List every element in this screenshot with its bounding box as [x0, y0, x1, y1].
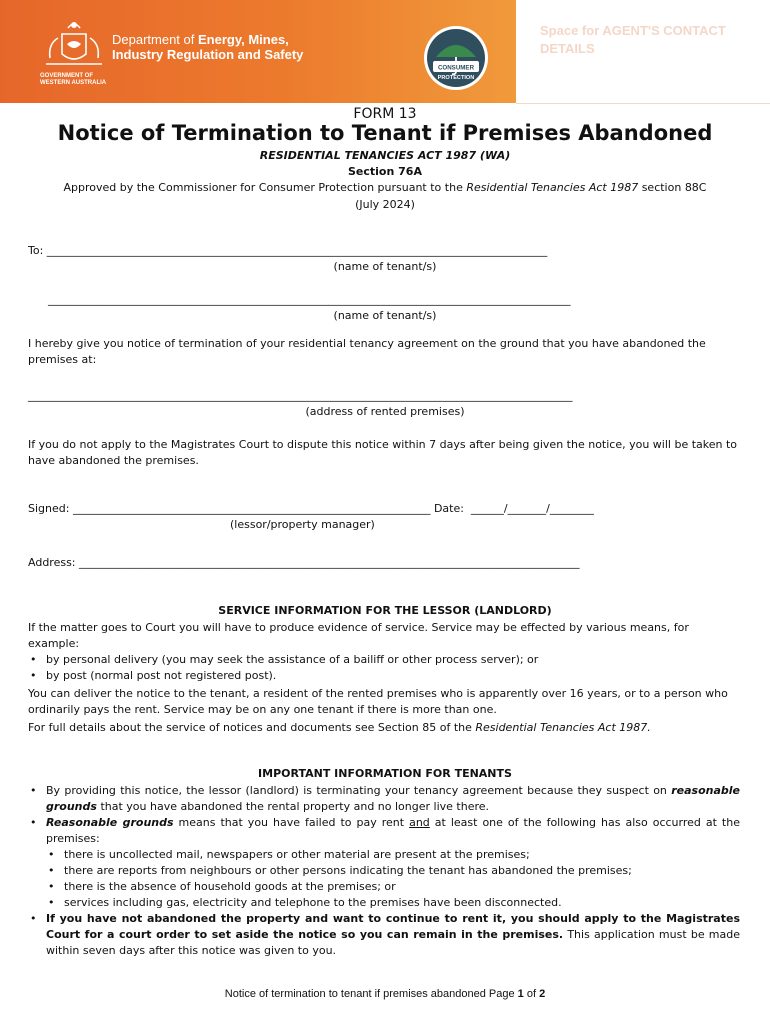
service-deliver: You can deliver the notice to the tenant, a resident of the rented premises who is apparently over 16 years, or to a person who ordinarily pays the rent. Service may be on any one tenant if there is more than one. [28, 687, 728, 716]
government-label [40, 73, 120, 87]
full-pre: For full details about the service of notices and documents see Section 85 of the [28, 721, 476, 734]
service-bullets [28, 652, 740, 684]
notice-paragraph: I hereby give you notice of termination of your residential tenancy agreement on the ground that you have abandoned the premises at: [28, 337, 706, 366]
address-premises-label: (address of rented premises) [305, 405, 465, 418]
gov-line-1: GOVERNMENT OF [40, 73, 94, 79]
b2-underline: and [409, 816, 430, 829]
section-number: Section 76A [348, 165, 422, 178]
warning-paragraph: If you do not apply to the Magistrates Court to dispute this notice within 7 days after being given the notice, you will be taken to have abandoned the premises. [28, 438, 738, 467]
consumer-protection-logo-icon [423, 25, 489, 91]
sub-bullet-1: • there is uncollected mail, newspapers or other material are present at the premises; [46, 847, 740, 863]
dept-line-2: Industry Regulation and Safety [112, 47, 304, 62]
b2-emphasis: Reasonable grounds [46, 816, 174, 829]
form-date: (July 2024) [355, 198, 415, 211]
approval-act: Residential Tenancies Act 1987 [466, 181, 639, 194]
service-intro: If the matter goes to Court you will have to produce evidence of service. Service may be effected by various means, for example: [28, 621, 689, 650]
signed-date-field[interactable]: Signed: _________________________________________________________________ Date: ______/_______/________ [28, 502, 594, 515]
sub-bullet-2: • there are reports from neighbours or other persons indicating the tenant has abandoned the premises; [46, 863, 740, 879]
agent-contact-placeholder: Space for AGENT'S CONTACT DETAILS [540, 23, 726, 56]
service-full-details [28, 720, 740, 736]
page-title: Notice of Termination to Tenant if Premises Abandoned [57, 121, 713, 145]
b3-post: This application must be made within seven days after this notice was given to you. [46, 928, 741, 957]
footer-total: 2 [539, 988, 546, 1000]
form-number: FORM 13 [353, 106, 417, 122]
gov-line-2: WESTERN AUSTRALIA [40, 80, 107, 86]
important-section [28, 783, 740, 959]
reasonable-grounds-list [46, 847, 740, 911]
important-bullet-1 [28, 783, 740, 815]
footer-text: Notice of termination to tenant if premises abandoned Page [224, 988, 518, 1000]
to-field[interactable]: To: ___________________________________________________________________________________________ [28, 244, 548, 257]
service-bullet-1: • by personal delivery (you may seek the assistance of a bailiff or other process server); or [28, 652, 740, 668]
footer-of: of [523, 988, 540, 1000]
department-name [112, 32, 303, 62]
act-name: RESIDENTIAL TENANCIES ACT 1987 (WA) [259, 149, 511, 162]
important-heading: IMPORTANT INFORMATION FOR TENANTS [258, 767, 512, 780]
svg-text:PROTECTION: PROTECTION [437, 75, 475, 81]
b2-post: at least one of the following has also occurred at the premises: [46, 816, 740, 845]
sub-bullet-3: • there is the absence of household goods at the premises; or [46, 879, 740, 895]
address-premises-field[interactable]: ___________________________________________________________________________________________________ [28, 389, 573, 402]
sub-bullet-4: • services including gas, electricity and telephone to the premises have been disconnected. [46, 895, 740, 911]
approval-post: section 88C [638, 181, 707, 194]
dept-prefix: Department of [112, 32, 198, 47]
approval-statement [0, 181, 770, 194]
b1-post: that you have abandoned the rental property and no longer live there. [96, 800, 490, 813]
b1-emphasis: reasonable grounds [46, 784, 740, 813]
signed-label: (lessor/property manager) [230, 518, 375, 531]
b2-mid: means that you have failed to pay rent [173, 816, 410, 829]
important-bullets [28, 783, 740, 959]
important-bullet-3 [28, 911, 740, 959]
service-bullet-2: • by post (normal post not registered post). [28, 668, 740, 684]
important-bullet-2 [28, 815, 740, 911]
b1-pre: By providing this notice, the lessor (landlord) is terminating your tenancy agreement because they suspect on [46, 784, 672, 797]
wa-crest-icon [40, 14, 108, 74]
footer-page: 1 [517, 988, 524, 1000]
dept-bold: Energy, Mines, [198, 32, 289, 47]
tenant-field-2[interactable]: _______________________________________________________________________________________________ [48, 293, 571, 306]
approval-pre: Approved by the Commissioner for Consumer Protection pursuant to the [63, 181, 467, 194]
page-footer [0, 988, 770, 1000]
tenant-label-2: (name of tenant/s) [333, 309, 437, 322]
service-heading: SERVICE INFORMATION FOR THE LESSOR (LANDLORD) [218, 604, 552, 617]
service-section [28, 620, 740, 736]
header-band [0, 0, 516, 103]
address-field[interactable]: Address: ___________________________________________________________________________________________ [28, 556, 580, 569]
tenant-label-1: (name of tenant/s) [333, 260, 437, 273]
full-act: Residential Tenancies Act 1987. [475, 721, 651, 734]
svg-text:CONSUMER: CONSUMER [437, 64, 475, 72]
b3-bold: If you have not abandoned the property and want to continue to rent it, you should apply to the Magistrates Court for a court order to set aside the notice so you can remain in the premises. [46, 912, 740, 941]
